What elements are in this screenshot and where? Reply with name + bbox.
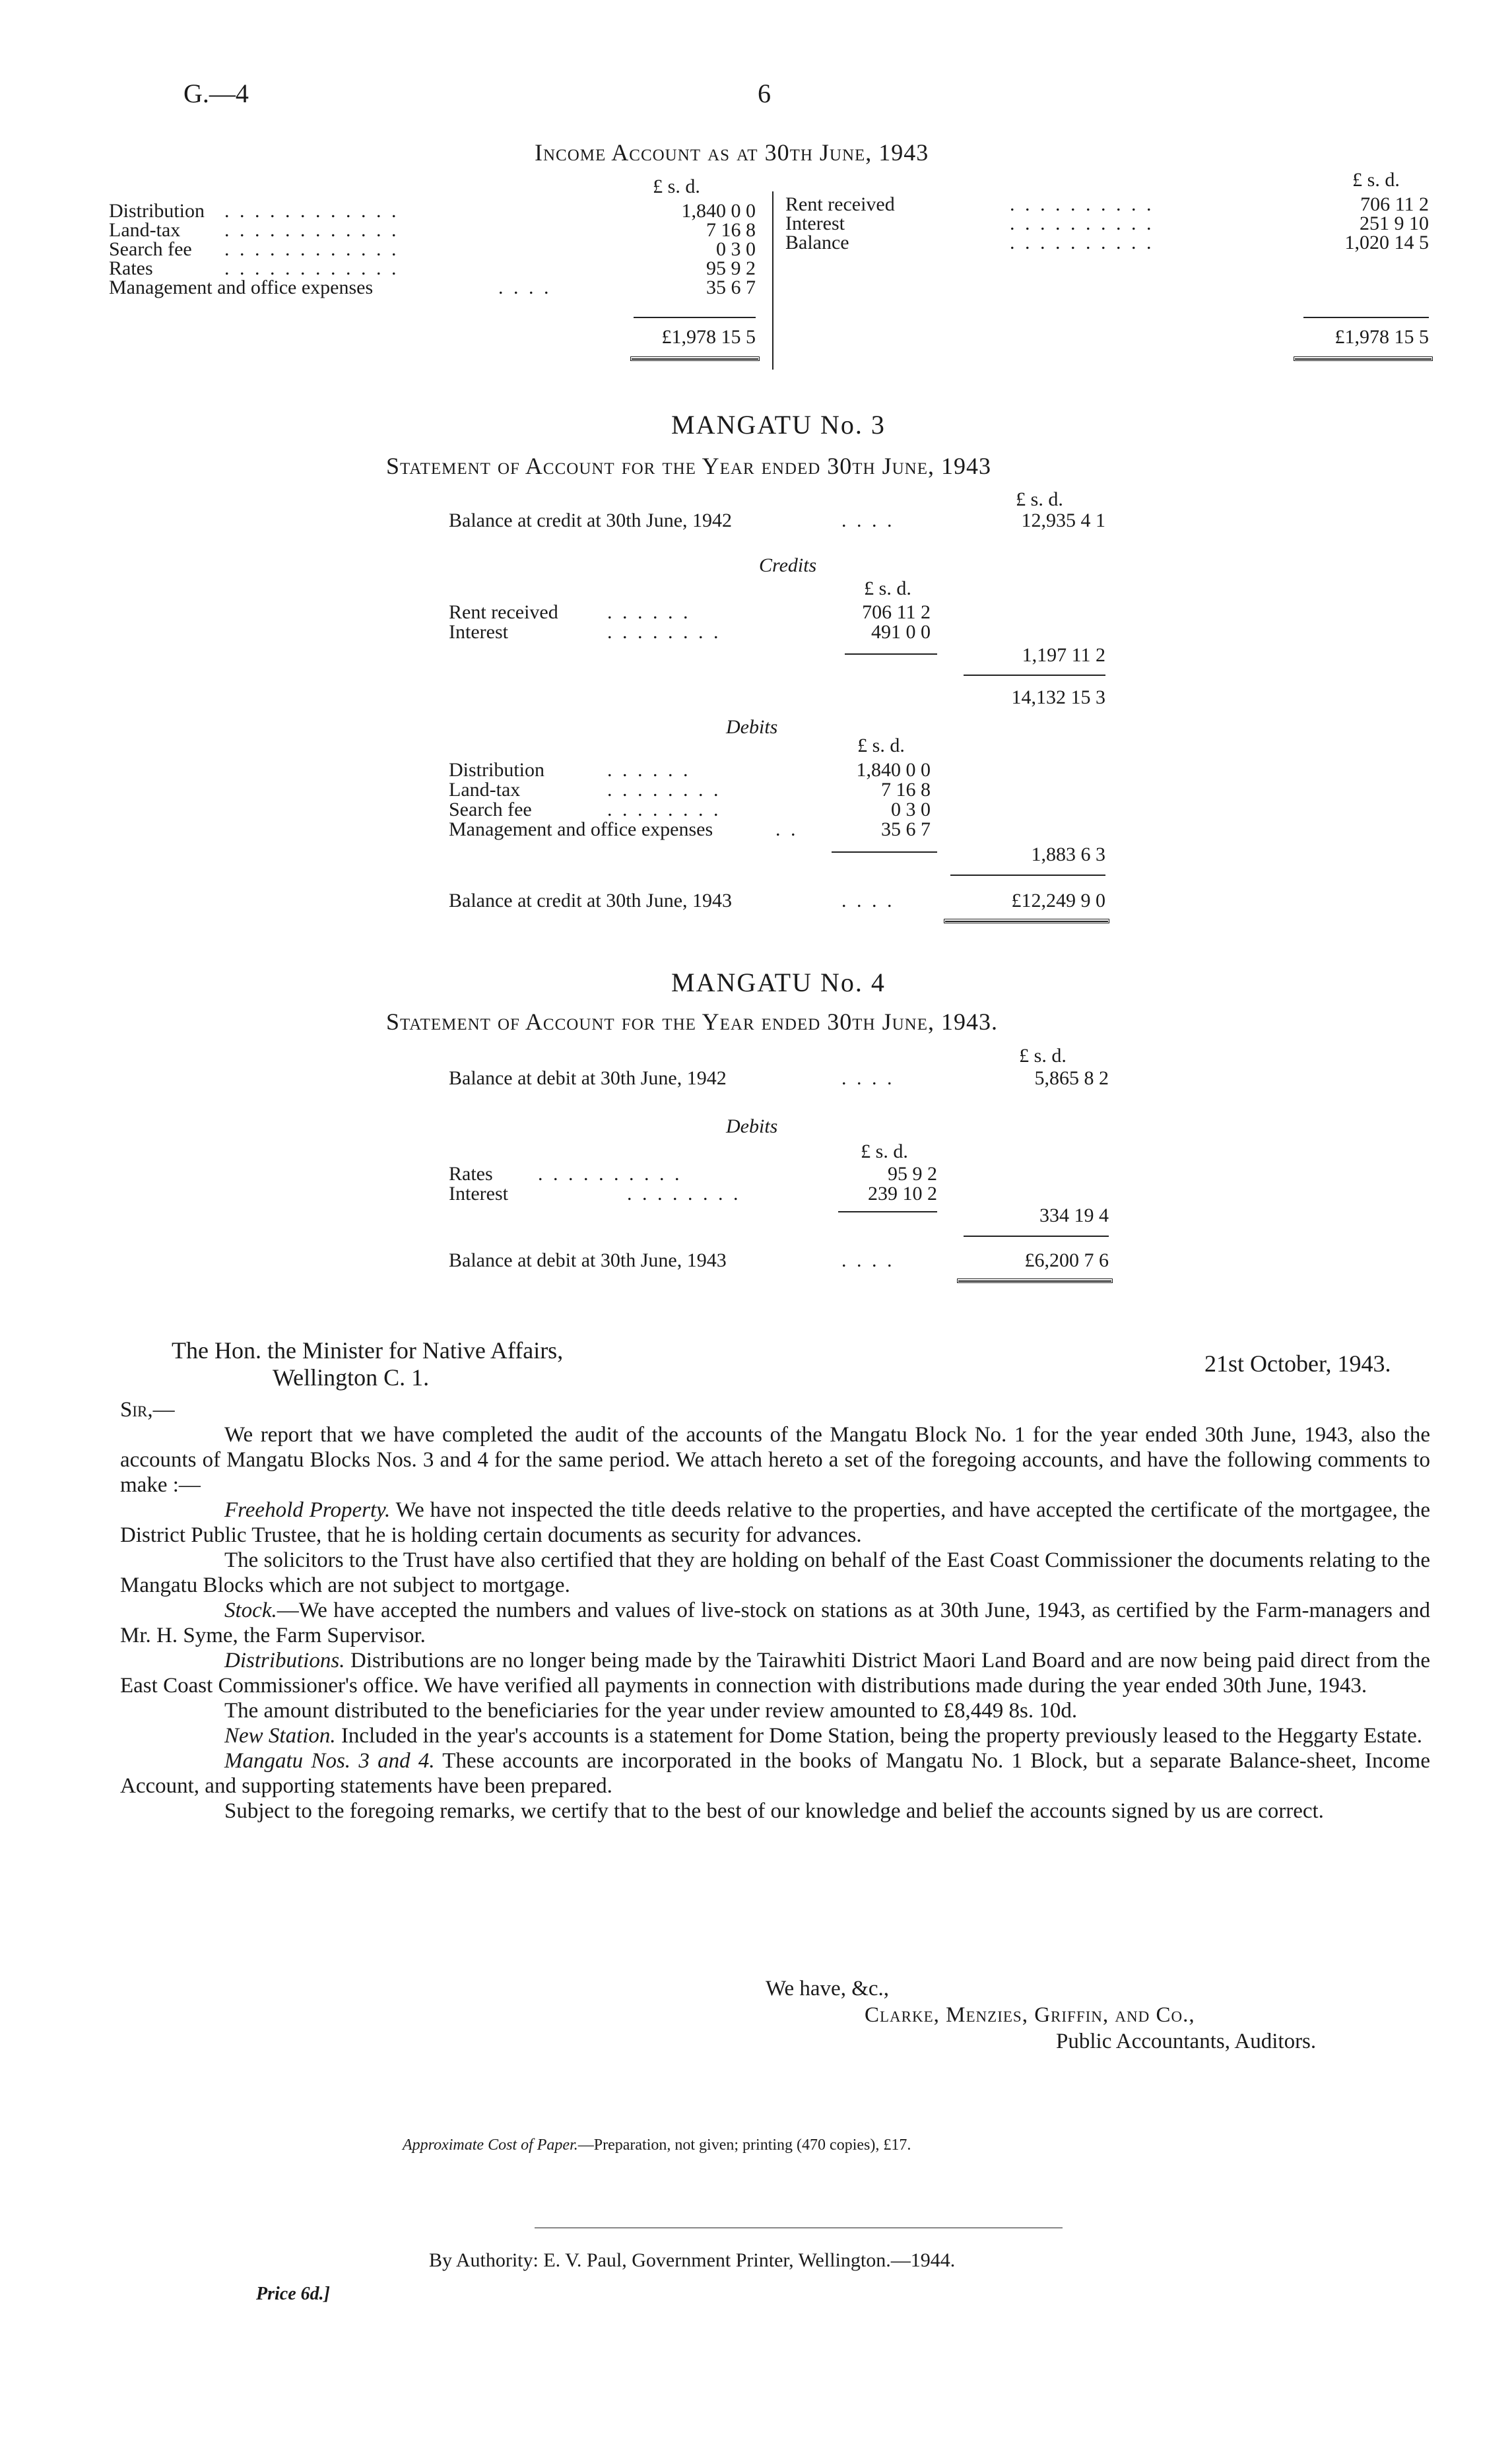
column-divider [772,191,773,370]
row-amount: 35 6 7 [706,277,756,298]
credits-rule [845,653,937,655]
paragraph-text: Distributions are no longer being made by the Tairawhiti District Maori Land Board and are now being paid direct from the East Coast Commissioner's office. We have verified all payments in connection with distributions made during the year ended 30th June, 1943. [120,1649,1430,1698]
row-label: Rent received [785,193,895,215]
debit-dots: . . [775,818,799,840]
double-rule-right [1294,356,1433,361]
paragraph [120,1748,1430,1799]
opening-balance-amount: 12,935 4 1 [1021,510,1105,531]
credit-amount: 491 0 0 [871,621,931,643]
row-amount: 7 16 8 [706,219,756,241]
opening-balance-dots: . . . . [841,1067,895,1089]
total-rule-left [634,317,756,318]
closing-double-rule [944,919,1109,923]
paragraph: Subject to the foregoing remarks, we certify that to the best of our knowledge and belief the accounts signed by us are correct. [224,1799,1324,1823]
page-number: 6 [758,79,771,108]
right-column-head: £ s. d. [1352,169,1400,191]
paragraph-text: These accounts are incorporated in the books of Mangatu No. 1 Block, but a separate Balance-sheet, Income Account, and supporting statements have been prepared. [120,1749,1430,1798]
income-debits [109,200,756,296]
credit-dots: . . . . . . [607,601,691,623]
row-amount: 251 9 10 [1360,213,1429,234]
credits-total: 1,197 11 2 [1022,644,1105,666]
paragraph-heading: New Station. [224,1724,336,1748]
debits-column-head: £ s. d. [857,735,905,756]
credit-dots: . . . . . . . . [607,621,721,643]
income-debit-row [109,277,756,296]
income-total-left: £1,978 15 5 [661,326,756,348]
debit-amount: 0 3 0 [891,799,931,820]
income-account-title: Income Account as at 30th June, 1943 [535,139,929,166]
row-label: Land-tax [109,219,181,241]
row-label: Management and office expenses [109,277,374,298]
closing-balance-label: Balance at credit at 30th June, 1943 [449,890,733,911]
row-amount: 1,840 0 0 [681,200,756,222]
closing-double-rule [957,1278,1113,1283]
income-debit-row [109,238,756,260]
row-label: Interest [785,213,845,234]
opening-balance-amount: 5,865 8 2 [1034,1067,1109,1089]
row-amount: 1,020 14 5 [1344,232,1429,253]
column-head: £ s. d. [1016,488,1063,510]
letter-closing: We have, &c., [766,1977,890,2001]
debits-title: Debits [726,716,778,738]
credit-amount: 706 11 2 [862,601,931,623]
subtotal-rule [964,675,1105,676]
debit-label: Distribution [449,759,545,781]
salutation: Sir,— [120,1398,175,1422]
row-label: Balance [785,232,849,253]
double-rule-left [630,356,760,361]
debits-total: 334 19 4 [1039,1205,1109,1226]
income-credit-row [785,193,1429,213]
debit-label: Search fee [449,799,532,820]
row-dots: . . . . . . . . . . [1010,213,1154,234]
paragraph-text: We have not inspected the title deeds relative to the properties, and have accepted the certificate of the mortgagee, the District Public Trustee, that he is holding certain documents as security for advances. [120,1498,1430,1547]
closing-balance-amount: £6,200 7 6 [1024,1249,1109,1271]
row-dots: . . . . . . . . . . . . [224,257,399,279]
debit-amount: 7 16 8 [881,779,931,801]
paragraph: The amount distributed to the beneficiaries for the year under review amounted to £8,449 8s. 10d. [224,1699,1078,1723]
credits-title: Credits [759,554,817,576]
mangatu-4-subheading: Statement of Account for the Year ended 30th June, 1943. [386,1009,999,1035]
row-dots: . . . . [498,277,552,298]
row-label: Rates [109,257,153,279]
addressee-line-2: Wellington C. 1. [273,1364,430,1391]
closing-balance-amount: £12,249 9 0 [1011,890,1105,911]
price: Price 6d.] [256,2284,330,2304]
row-label: Search fee [109,238,192,260]
debit-amount: 1,840 0 0 [856,759,931,781]
signatory: Clarke, Menzies, Griffin, and Co., [865,2003,1195,2027]
income-debit-row [109,219,756,241]
credit-label: Interest [449,621,508,643]
debits-title: Debits [726,1115,778,1137]
debit-dots: . . . . . . [607,759,691,781]
paragraph-heading: Stock. [224,1599,277,1622]
row-amount: 0 3 0 [716,238,756,260]
letter-body [120,1422,1430,1824]
debit-label: Rates [449,1163,493,1185]
credit-label: Rent received [449,601,558,623]
debit-dots: . . . . . . . . [627,1183,741,1205]
left-column-head: £ s. d. [653,176,700,197]
paragraph-heading: Distributions. [224,1649,345,1672]
income-total-right: £1,978 15 5 [1334,326,1429,348]
debit-amount: 239 10 2 [868,1183,937,1205]
debits-rule [832,851,937,853]
paragraph [120,1648,1430,1698]
paragraph: We report that we have completed the audit of the accounts of the Mangatu Block No. 1 for the year ended 30th June, 1943, also the accounts of Mangatu Blocks Nos. 3 and 4 for the same period. We attach hereto a set of the foregoing accounts, and have the following comments to make :— [120,1423,1430,1497]
paragraph [120,1498,1430,1548]
closing-balance-dots: . . . . [841,1249,895,1271]
opening-balance-label: Balance at debit at 30th June, 1942 [449,1067,727,1089]
page-reference: G.—4 [183,79,249,108]
debits-rule [838,1211,937,1212]
row-dots: . . . . . . . . . . [1010,193,1154,215]
row-dots: . . . . . . . . . . [1010,232,1154,253]
opening-balance-dots: . . . . [841,510,895,531]
paragraph [120,1598,1430,1648]
debits-total: 1,883 6 3 [1031,844,1105,865]
debit-label: Management and office expenses [449,818,713,840]
debit-amount: 35 6 7 [881,818,931,840]
debit-dots: . . . . . . . . . . [538,1163,682,1185]
opening-balance-label: Balance at credit at 30th June, 1942 [449,510,733,531]
row-dots: . . . . . . . . . . . . [224,238,399,260]
total-rule-right [1303,317,1429,318]
debit-label: Interest [449,1183,508,1205]
closing-balance-label: Balance at debit at 30th June, 1943 [449,1249,727,1271]
row-dots: . . . . . . . . . . . . [224,200,399,222]
row-dots: . . . . . . . . . . . . [224,219,399,241]
row-label: Distribution [109,200,205,222]
cost-line [403,2136,911,2154]
mangatu-4-heading: MANGATU No. 4 [671,968,886,997]
paragraph: The solicitors to the Trust have also certified that they are holding on behalf of the East Coast Commissioner the documents relating to the Mangatu Blocks which are not subject to mortgage. [120,1548,1430,1597]
paragraph-heading: Mangatu Nos. 3 and 4. [224,1749,435,1773]
subtotal-amount: 14,132 15 3 [1011,686,1105,708]
income-credit-row [785,213,1429,232]
cost-label: Approximate Cost of Paper. [403,2136,578,2154]
letter-date: 21st October, 1943. [1204,1350,1391,1377]
paragraph [120,1723,1430,1748]
closing-rule [964,1236,1109,1237]
addressee-line-1: The Hon. the Minister for Native Affairs, [172,1337,564,1364]
paragraph-text: Included in the year's accounts is a statement for Dome Station, being the property previously leased to the Heggarty Estate. [335,1724,1422,1748]
closing-balance-dots: . . . . [841,890,895,911]
income-credit-row [785,232,1429,251]
cost-text: —Preparation, not given; printing (470 copies), £17. [577,2136,911,2154]
debit-amount: 95 9 2 [888,1163,937,1185]
row-amount: 95 9 2 [706,257,756,279]
signatory-title: Public Accountants, Auditors. [1056,2030,1317,2053]
income-debit-row [109,200,756,222]
income-debit-row [109,257,756,277]
mangatu-3-heading: MANGATU No. 3 [671,410,886,440]
debits-column-head: £ s. d. [861,1141,908,1162]
column-head: £ s. d. [1019,1045,1067,1067]
printer-authority: By Authority: E. V. Paul, Government Printer, Wellington.—1944. [429,2249,956,2271]
mangatu-3-subheading: Statement of Account for the Year ended 30th June, 1943 [386,453,992,479]
credits-column-head: £ s. d. [864,578,911,599]
income-credits [785,193,1429,251]
debit-label: Land-tax [449,779,521,801]
paragraph-text: —We have accepted the numbers and values of live-stock on stations as at 30th June, 1943, as certified by the Farm-managers and Mr. H. Syme, the Farm Supervisor. [120,1599,1430,1647]
row-amount: 706 11 2 [1360,193,1429,215]
debit-dots: . . . . . . . . [607,779,721,801]
debit-dots: . . . . . . . . [607,799,721,820]
paragraph-heading: Freehold Property. [224,1498,391,1522]
closing-rule [950,875,1105,876]
